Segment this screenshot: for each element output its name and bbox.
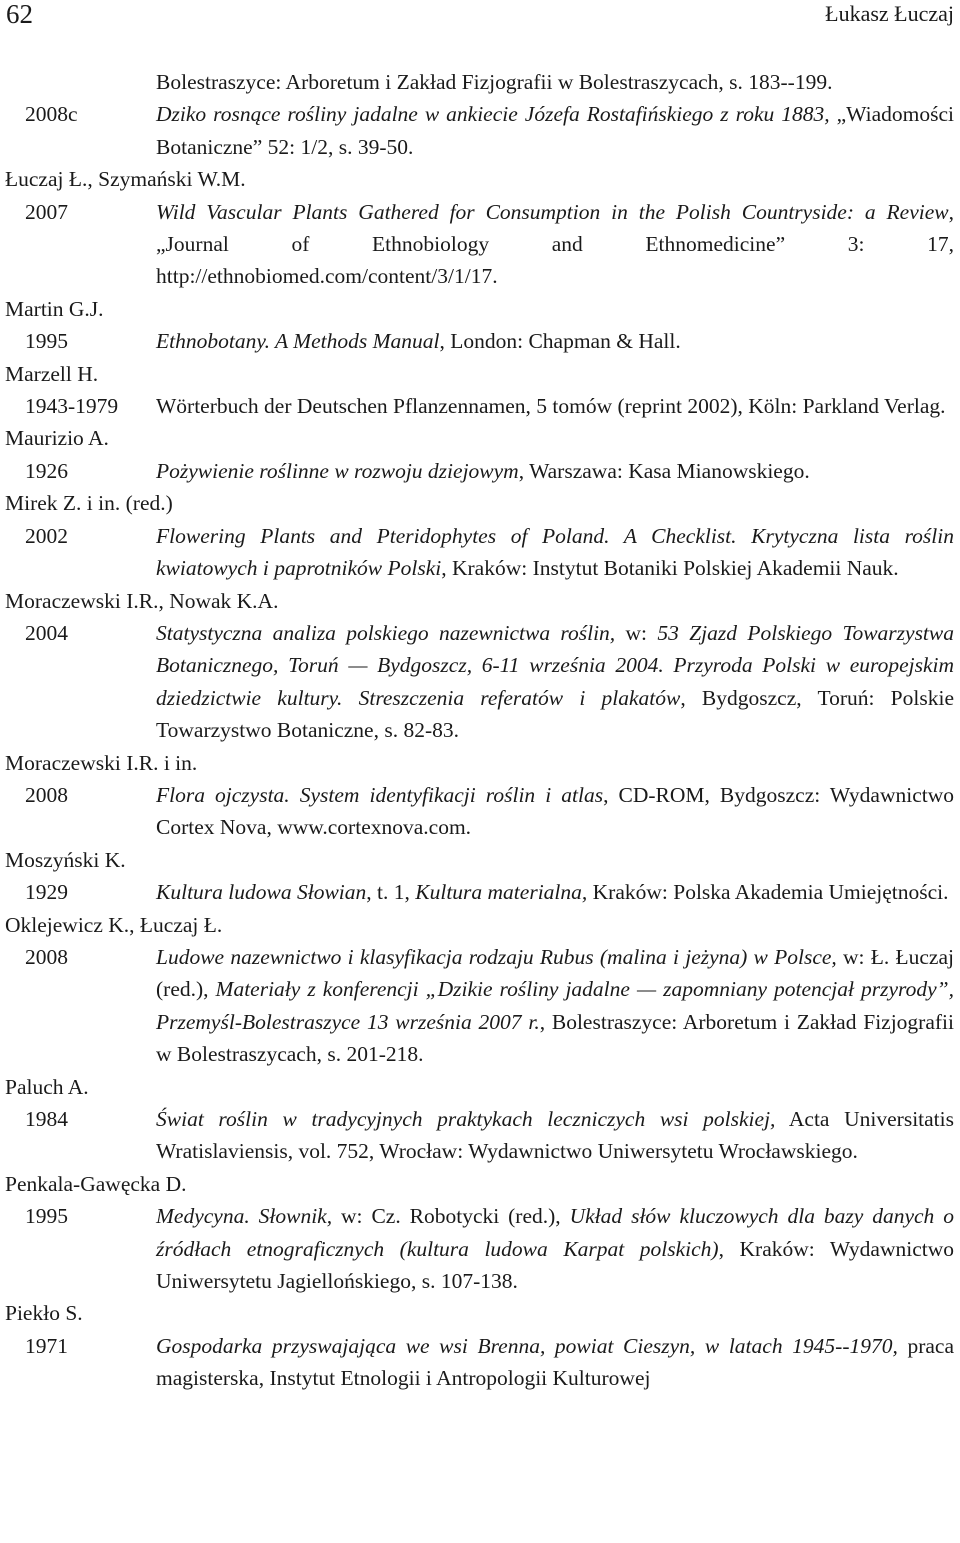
reference-text: , Kraków: Wydawnictwo Uniwersytetu Jagiellońskiego, s. 107-138. [156, 1236, 954, 1294]
reference-year: 1943-1979 [25, 394, 119, 419]
reference-entry [0, 98, 954, 163]
reference-author: Marzell H. [5, 361, 99, 386]
reference-text: Acta Universitatis Wratislaviensis, vol. 752, Wrocław: Wydawnictwo Uniwersytetu Wrocławskiego. [156, 1107, 954, 1164]
reference-author: Piekło S. [5, 1301, 83, 1326]
reference-year: 1984 [25, 1107, 68, 1131]
reference-text: Kraków: Polska Akademia Umiejętności. [587, 880, 949, 905]
reference-text: w: [615, 620, 658, 645]
reference-entry [0, 520, 954, 585]
reference-text: „Wiadomości Botaniczne” 52: 1/2, s. 39-50. [156, 102, 954, 159]
reference-text: , Bolestraszyce: Arboretum i Zakład Fizjografii w Bolestraszycach, s. 201-218. [156, 1009, 954, 1067]
reference-text: , t. 1, [366, 880, 416, 905]
reference-title: Medycyna. Słownik, [156, 1204, 333, 1229]
reference-entry [0, 617, 954, 747]
reference-entry [0, 325, 954, 357]
reference-entry [0, 390, 954, 422]
reference-year: 1971 [25, 1333, 68, 1358]
reference-author: Łuczaj Ł., Szymański W.M. [5, 167, 246, 192]
reference-author: Mirek Z. i in. (red.) [5, 491, 173, 516]
reference-title: Dziko rosnące rośliny jadalne w ankiecie Józefa Rostafińskiego z roku 1883, [156, 102, 830, 127]
reference-text: , London: Chapman & Hall. [439, 329, 681, 354]
reference-text: , Kraków: Instytut Botaniki Polskiej Akademii Nauk. [441, 556, 899, 581]
reference-author: Martin G.J. [5, 296, 104, 321]
reference-year: 1995 [25, 1204, 68, 1229]
reference-author: Maurizio A. [5, 426, 109, 451]
reference-title: Kultura materialna, [415, 880, 588, 905]
reference-text: Bolestraszyce: Arboretum i Zakład Fizjografii w Bolestraszycach, s. 183--199. [156, 70, 833, 94]
reference-text: , Bydgoszcz, Toruń: Polskie Towarzystwo Botaniczne, s. 82-83. [156, 685, 954, 743]
reference-text: , „Journal of Ethnobiology and Ethnomedicine” 3: 17, http://ethnobiomed.com/content/3/1/17. [156, 199, 954, 289]
reference-author: Moszyński K. [5, 847, 126, 872]
reference-author: Penkala-Gawęcka D. [5, 1171, 187, 1196]
reference-entry [0, 1200, 954, 1297]
reference-title: Flora ojczysta. System identyfikacji roślin i atlas [156, 782, 604, 807]
reference-title: Wild Vascular Plants Gathered for Consumption in the Polish Countryside: a Review [156, 199, 949, 224]
reference-entry [0, 196, 954, 293]
reference-year: 2002 [25, 523, 68, 548]
reference-title: 53 Zjazd Polskiego Towarzystwa Botanicznego, Toruń — Bydgoszcz, 6-11 września 2004. Przyroda Polski w europejskim dziedzictwie kultury. Streszczenia referatów i plakatów [156, 620, 954, 710]
reference-title: Flowering Plants and Pteridophytes of Poland. A Checklist. Krytyczna lista roślin kwiatowych i paprotników Polski [156, 523, 954, 581]
reference-year: 1995 [25, 329, 68, 354]
reference-text: w: Ł. Łuczaj (red.), [156, 944, 954, 1002]
reference-title: Ethnobotany. A Methods Manual [156, 329, 440, 354]
reference-author: Moraczewski I.R., Nowak K.A. [5, 588, 279, 613]
reference-text: praca magisterska, Instytut Etnologii i Antropologii Kulturowej [156, 1333, 954, 1391]
reference-year: 2008 [25, 944, 68, 969]
reference-author: Paluch A. [5, 1074, 89, 1099]
reference-title: Kultura ludowa Słowian [156, 880, 367, 905]
reference-entry [0, 66, 954, 98]
reference-entry [0, 941, 954, 1071]
running-head: Łukasz Łuczaj [825, 1, 954, 26]
reference-entry [0, 1330, 954, 1395]
reference-year: 2008c [25, 102, 78, 127]
reference-title: Pożywienie roślinne w rozwoju dziejowym [156, 458, 519, 483]
reference-text: w: Cz. Robotycki (red.), [332, 1204, 570, 1229]
reference-year: 1929 [25, 880, 68, 905]
page-number: 62 [6, 0, 33, 29]
reference-entry [0, 455, 954, 487]
reference-text: , Warszawa: Kasa Mianowskiego. [518, 458, 810, 483]
reference-title: Ludowe nazewnictwo i klasyfikacja rodzaju Rubus (malina i jeżyna) w Polsce, [156, 944, 837, 969]
reference-text: Wörterbuch der Deutschen Pflanzennamen, 5 tomów (reprint 2002), Köln: Parkland Verlag. [156, 394, 946, 419]
reference-title: Statystyczna analiza polskiego nazewnictwa roślin, [156, 620, 616, 645]
reference-year: 2004 [25, 620, 68, 645]
reference-title: Materiały z konferencji „Dzikie rośliny jadalne — zapomniany potencjał przyrody”, Przemyśl-Bolestraszyce 13 września 2007 r. [156, 977, 954, 1034]
reference-author: Oklejewicz K., Łuczaj Ł. [5, 912, 223, 937]
reference-entry [0, 876, 954, 908]
reference-title: Świat roślin w tradycyjnych praktykach leczniczych wsi polskiej, [156, 1107, 776, 1131]
reference-text: , CD-ROM, Bydgoszcz: Wydawnictwo Cortex Nova, www.cortexnova.com. [156, 782, 954, 840]
reference-year: 2008 [25, 782, 68, 807]
reference-title: Gospodarka przyswajająca we wsi Brenna, powiat Cieszyn, w latach 1945--1970, [156, 1333, 898, 1358]
reference-author: Moraczewski I.R. i in. [5, 750, 198, 775]
reference-list [0, 66, 954, 1395]
reference-year: 2007 [25, 199, 68, 224]
reference-entry [0, 1103, 954, 1168]
reference-title: Układ słów kluczowych dla bazy danych o źródłach etnograficznych (kultura ludowa Karpat polskich) [156, 1204, 954, 1261]
reference-year: 1926 [25, 458, 68, 483]
reference-entry [0, 779, 954, 844]
